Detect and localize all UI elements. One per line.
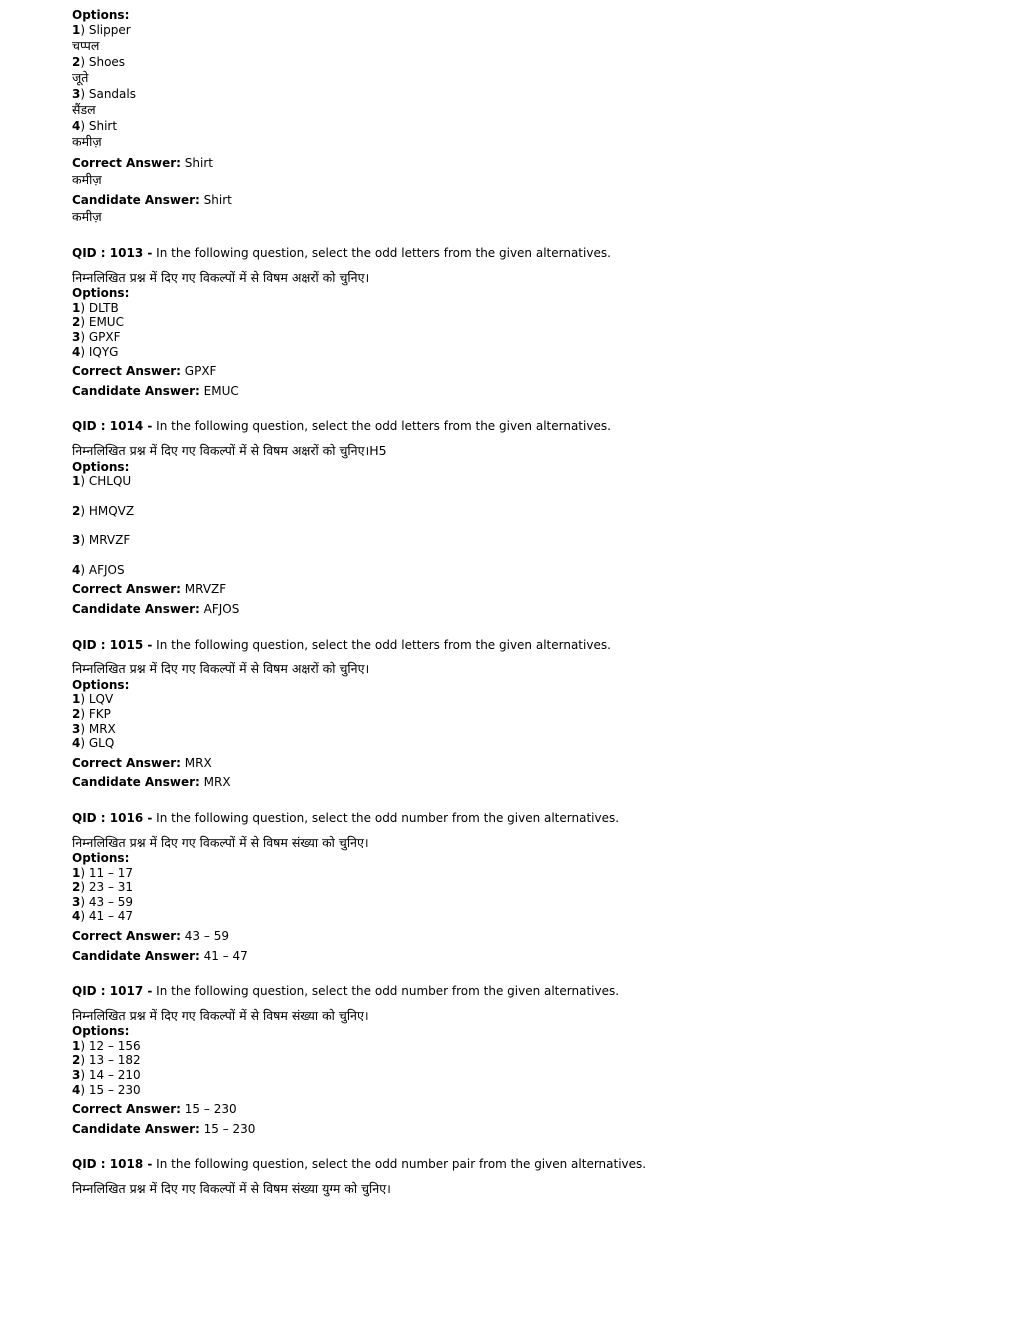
option-1: 1) 11 – 17 [72,865,134,880]
option-1: 1) LQV [72,692,114,707]
candidate-answer: Candidate Answer: 15 – 230 [72,1121,256,1136]
options-label: Options: [72,677,130,692]
correct-answer: Correct Answer: MRVZF [72,582,227,597]
question-1016-hindi: निम्नलिखित प्रश्न में दिए गए विकल्पों में से विषम संख्या को चुनिए। [72,834,369,850]
question-1013: QID : 1013 - In the following question, select the odd letters from the given alternatives. [72,246,611,261]
question-1018-hindi: निम्नलिखित प्रश्न में दिए गए विकल्पों में से विषम संख्या युग्म को चुनिए। [72,1181,391,1196]
candidate-answer: Candidate Answer: AFJOS [72,602,240,617]
question-1014-hindi: निम्नलिखित प्रश्न में दिए गए विकल्पों में से विषम अक्षरों को चुनिए।H5 [72,443,387,458]
options-label: Options: [72,459,130,474]
option-1: 1) CHLQU [72,474,132,489]
option-3: 3) Sandals [72,86,136,101]
question-1018: QID : 1018 - In the following question, select the odd number pair from the given alternatives. [72,1157,647,1172]
option-2-hindi: जूते [72,70,89,86]
correct-answer: Correct Answer: 15 – 230 [72,1102,237,1117]
question-1016: QID : 1016 - In the following question, select the odd number from the given alternatives. [72,810,620,825]
option-2: 2) 13 – 182 [72,1053,141,1068]
question-1017-hindi: निम्नलिखित प्रश्न में दिए गए विकल्पों में से विषम संख्या को चुनिए। [72,1007,369,1023]
option-4-hindi: कमीज़ [72,134,102,150]
option-4: 4) Shirt [72,118,118,133]
options-label: Options: [72,1024,130,1039]
question-1013-hindi: निम्नलिखित प्रश्न में दिए गए विकल्पों में से विषम अक्षरों को चुनिए। [72,269,370,285]
option-3: 3) MRX [72,721,116,736]
options-label: Options: [72,8,130,22]
option-2: 2) HMQVZ [72,503,135,518]
option-3: 3) MRVZF [72,533,131,548]
candidate-answer: Candidate Answer: MRX [72,775,231,790]
candidate-answer: Candidate Answer: 41 – 47 [72,948,248,963]
option-2: 2) Shoes [72,54,126,69]
option-1: 1) Slipper [72,22,131,37]
option-3-hindi: सैंडल [72,102,96,118]
option-4: 4) AFJOS [72,562,125,577]
options-label: Options: [72,851,130,865]
option-4: 4) 15 – 230 [72,1082,141,1097]
option-1: 1) 12 – 156 [72,1038,141,1053]
question-1017: QID : 1017 - In the following question, select the odd number from the given alternatives. [72,984,620,999]
option-3: 3) 43 – 59 [72,894,134,909]
question-1014: QID : 1014 - In the following question, select the odd letters from the given alternatives. [72,419,611,434]
option-2: 2) FKP [72,706,111,721]
correct-answer-hindi: कमीज़ [72,171,102,187]
correct-answer: Correct Answer: Shirt [72,155,213,170]
candidate-answer: Candidate Answer: Shirt [72,193,232,208]
question-1015-hindi: निम्नलिखित प्रश्न में दिए गए विकल्पों में से विषम अक्षरों को चुनिए। [72,661,370,677]
document-page [72,8,972,1198]
option-4: 4) 41 – 47 [72,909,134,924]
candidate-answer-hindi: कमीज़ [72,208,102,224]
option-1-hindi: चप्पल [72,38,100,54]
option-3: 3) 14 – 210 [72,1068,141,1083]
correct-answer: Correct Answer: 43 – 59 [72,928,229,943]
correct-answer: Correct Answer: GPXF [72,364,217,379]
option-2: 2) EMUC [72,315,124,330]
option-2: 2) 23 – 31 [72,880,134,895]
option-1: 1) DLTB [72,300,119,315]
option-4: 4) GLQ [72,736,115,751]
option-3: 3) GPXF [72,330,121,345]
candidate-answer: Candidate Answer: EMUC [72,383,239,398]
option-4: 4) IQYG [72,344,119,359]
correct-answer: Correct Answer: MRX [72,755,212,770]
options-label: Options: [72,286,130,301]
question-1015: QID : 1015 - In the following question, select the odd letters from the given alternatives. [72,637,611,652]
